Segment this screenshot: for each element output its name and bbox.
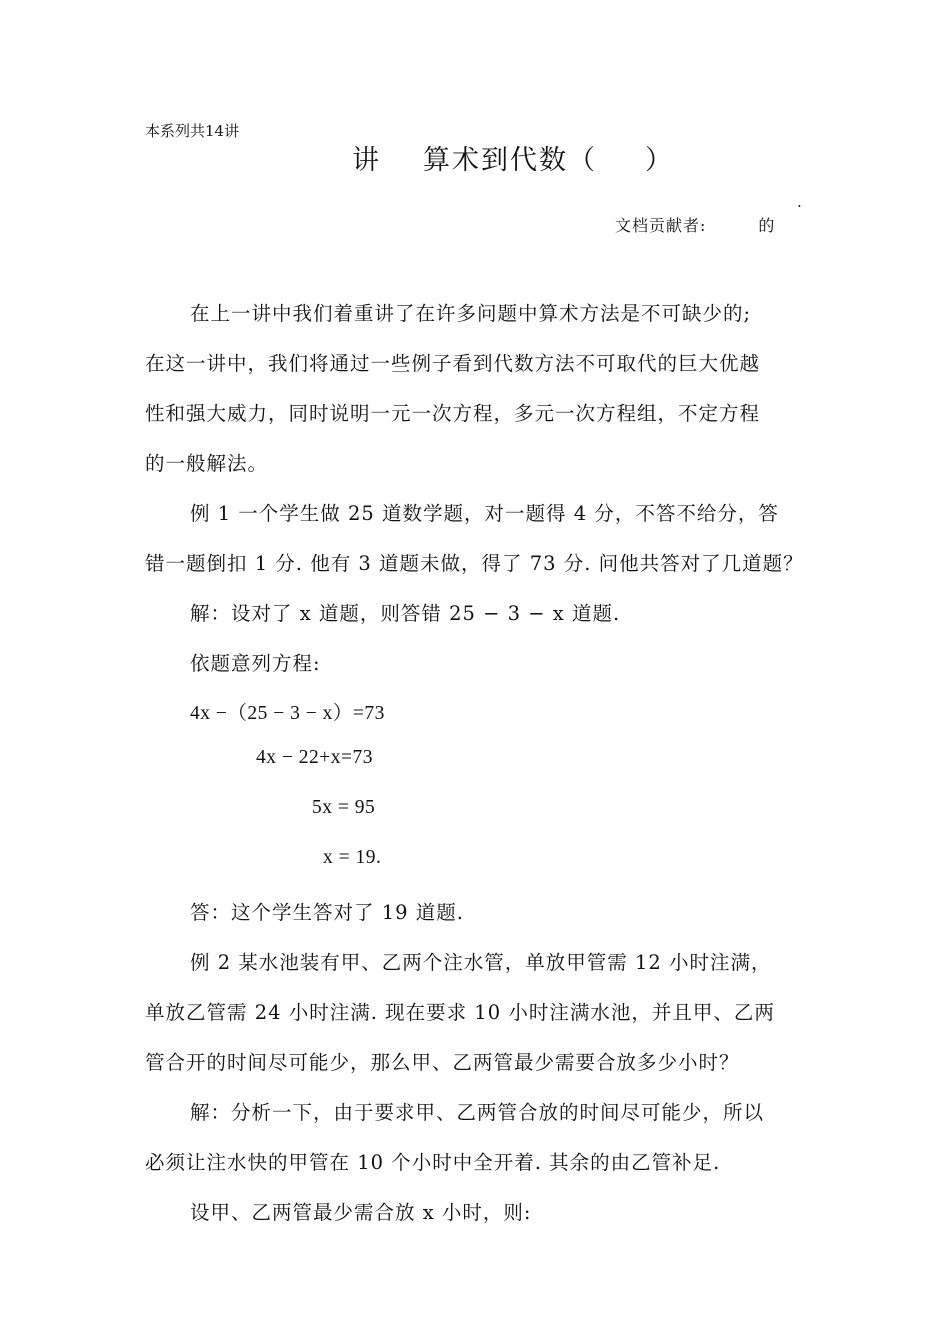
contributor-line <box>615 213 775 236</box>
contributor-suffix: 的 <box>758 216 776 235</box>
solution2-line-2: 必须让注水快的甲管在 10 个小时中全开着. 其余的由乙管补足. <box>145 1151 721 1174</box>
contributor-label: 文档贡献者: <box>615 216 707 235</box>
equation-2: 4x − 22+x=73 <box>256 747 373 768</box>
example2-line-1: 例 2 某水池装有甲、乙两个注水管，单放甲管需 12 小时注满， <box>190 951 772 974</box>
intro-line-3: 性和强大威力，同时说明一元一次方程，多元一次方程组，不定方程 <box>145 402 761 425</box>
header-dot: . <box>797 193 802 211</box>
title-part-lecture: 讲 <box>352 145 381 176</box>
example1-line-2: 错一题倒扣 1 分. 他有 3 道题未做，得了 73 分. 问他共答对了几道题？ <box>145 552 804 575</box>
series-note: 本系列共14讲 <box>145 122 240 140</box>
equation-4: x = 19. <box>323 847 382 868</box>
example2-line-2: 单放乙管需 24 小时注满. 现在要求 10 小时注满水池，并且甲、乙两 <box>145 1001 775 1024</box>
solution1: 解：设对了 x 道题，则答错 25 − 3 − x 道题. <box>190 602 621 625</box>
equation-1: 4x −（25 − 3 − x）=73 <box>190 703 385 724</box>
intro-line-1: 在上一讲中我们着重讲了在许多问题中算术方法是不可缺少的; <box>190 302 752 325</box>
intro-line-4: 的一般解法。 <box>145 452 269 475</box>
example2-line-3: 管合开的时间尽可能少，那么甲、乙两管最少需要合放多少小时？ <box>145 1051 740 1074</box>
answer1: 答：这个学生答对了 19 道题. <box>190 901 464 924</box>
title-paren-close: ） <box>645 145 674 176</box>
setup2: 设甲、乙两管最少需合放 x 小时，则: <box>190 1201 532 1224</box>
solution2-line-1: 解：分析一下，由于要求甲、乙两管合放的时间尽可能少，所以 <box>190 1101 765 1124</box>
title-part-topic: 算术到代数（ <box>423 145 597 176</box>
equation-intro: 依题意列方程: <box>190 652 321 675</box>
equation-3: 5x = 95 <box>312 797 376 818</box>
example1-line-1: 例 1 一个学生做 25 道数学题，对一题得 4 分，不答不给分，答 <box>190 502 779 525</box>
page-title <box>352 138 674 177</box>
intro-line-2: 在这一讲中，我们将通过一些例子看到代数方法不可取代的巨大优越 <box>145 352 761 375</box>
